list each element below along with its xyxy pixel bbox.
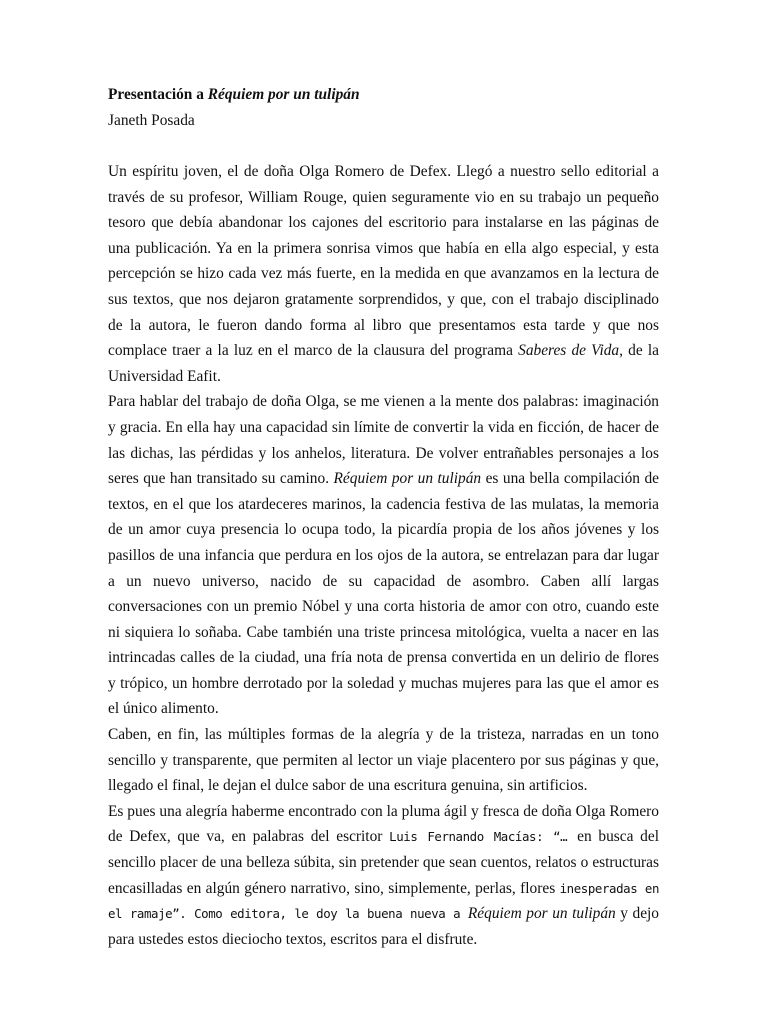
writer-name: Luis Fernando Macías [389, 829, 537, 845]
paragraph-2 [108, 389, 659, 722]
quote-open: : “… [536, 829, 578, 845]
paragraph-4-text: Es pues una alegría haberme encontrado con la pluma ágil y fresca de doña Olga Romero de Defex, que va, en palabras del escritor [108, 802, 659, 846]
title-book-name: Réquiem por un tulipán [207, 86, 360, 103]
editor-note: ”. Como editora, le doy la buena nueva a [172, 906, 468, 922]
spacer [108, 134, 659, 159]
program-name: Saberes de Vida, [518, 342, 623, 360]
paragraph-2-text: Para hablar del trabajo de doña Olga, se me vienen a la mente dos palabras: imaginación y gracia. En ella hay una capacidad sin límite de convertir la vida en ficción, de hacer de las dichas, las pérdidas y los anhelos, literatura. De volver entrañables personajes a los seres que han transitado su camino. [108, 393, 659, 488]
document-page [108, 82, 659, 952]
paragraph-4 [108, 799, 659, 953]
paragraph-4-end: y dejo para ustedes estos dieciocho textos, escritos para el disfrute. [108, 905, 659, 948]
paragraph-1-text: Un espíritu joven, el de doña Olga Romero de Defex. Llegó a nuestro sello editorial a través de su profesor, William Rouge, quien seguramente vio en su trabajo un pequeño tesoro que debía abandonar los cajones del escritorio para instalarse en las páginas de una publicación. Ya en la primera sonrisa vimos que había en ella algo especial, y esta percepción se hizo cada vez más fuerte, en la medida en que avanzamos en la lectura de sus textos, que nos dejaron gratamente sorprendidos, y que, con el trabajo disciplinado de la autora, le fueron dando forma al libro que presentamos esta tarde y que nos complace traer a la luz en el marco de la clausura del programa [108, 163, 659, 360]
book-title-closing: Réquiem por un tulipán [467, 905, 616, 923]
quote-end: inesperadas en el ramaje [108, 880, 660, 922]
quote-text: en busca del sencillo placer de una belleza súbita, sin pretender que sean cuentos, relatos o estructuras encasilladas en algún género narrativo, sino, simplemente, perlas, flores [108, 828, 659, 897]
author-name: Janeth Posada [108, 112, 195, 129]
document-title [108, 82, 659, 108]
paragraph-3: Caben, en fin, las múltiples formas de la alegría y de la tristeza, narradas en un tono sencillo y transparente, que permiten al lector un viaje placentero por sus páginas y que, llegado el final, le dejan el dulce sabor de una escritura genuina, sin artificios. [108, 726, 659, 795]
book-title-inline: Réquiem por un tulipán [333, 470, 482, 488]
title-prefix: Presentación a [108, 86, 208, 103]
paragraph-1 [108, 159, 659, 389]
paragraph-2-end: es una bella compilación de textos, en el que los atardeceres marinos, la cadencia festiva de las mulatas, la memoria de un amor cuya presencia lo ocupa todo, la picardía propia de los años jóvenes y los pasillos de una infancia que perdura en los ojos de la autora, se entrelazan para dar lugar a un nuevo universo, nacido de su capacidad de asombro. Caben allí largas conversaciones con un premio Nóbel y una corta historia de amor con otro, cuando este ni siquiera lo soñaba. Cabe también una triste princesa mitológica, vuelta a nacer en las intrincadas calles de la ciudad, una fría nota de prensa convertida en un delirio de flores y trópico, un hombre derrotado por la soledad y muchas mujeres para las que el amor es el único alimento. [108, 470, 659, 718]
paragraph-1-end: de la Universidad Eafit. [108, 342, 659, 385]
